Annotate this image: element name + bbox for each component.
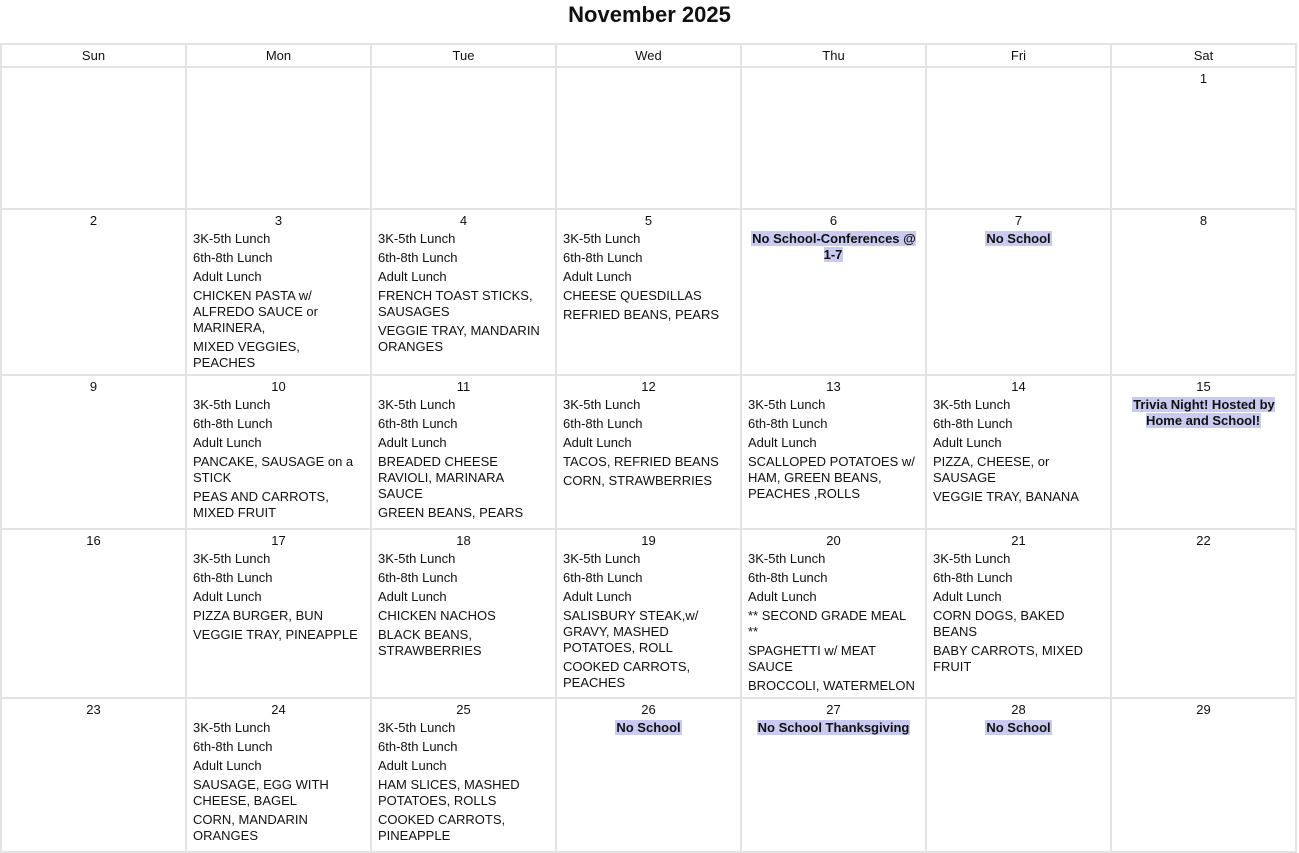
menu-item: Adult Lunch bbox=[563, 589, 632, 604]
month-grid bbox=[0, 43, 1297, 853]
event-chip[interactable] bbox=[748, 720, 919, 736]
day-cell[interactable] bbox=[741, 67, 926, 209]
menu-item: Adult Lunch bbox=[378, 435, 447, 450]
day-number: 29 bbox=[1196, 702, 1211, 717]
day-cell[interactable] bbox=[371, 375, 556, 529]
day-cell[interactable] bbox=[741, 698, 926, 852]
day-cell[interactable] bbox=[1111, 529, 1296, 698]
day-number: 13 bbox=[826, 379, 841, 394]
day-cell[interactable] bbox=[186, 375, 371, 529]
day-cell[interactable] bbox=[741, 209, 926, 375]
menu-item: CORN, MANDARIN ORANGES bbox=[193, 812, 308, 843]
menu-item: 6th-8th Lunch bbox=[378, 416, 458, 431]
event-label: No School bbox=[616, 720, 681, 735]
menu-item: 3K-5th Lunch bbox=[563, 397, 641, 412]
day-number: 24 bbox=[271, 702, 286, 717]
menu-item: 6th-8th Lunch bbox=[748, 416, 828, 431]
menu-item: Adult Lunch bbox=[748, 435, 817, 450]
day-number: 12 bbox=[641, 379, 656, 394]
event-chip[interactable] bbox=[748, 231, 919, 263]
week-row bbox=[1, 67, 1296, 209]
menu-item: Adult Lunch bbox=[193, 435, 262, 450]
menu-item: VEGGIE TRAY, PINEAPPLE bbox=[193, 627, 358, 642]
menu-item: BROCCOLI, WATERMELON bbox=[748, 678, 915, 693]
menu-item: SPAGHETTI w/ MEAT SAUCE bbox=[748, 643, 876, 674]
menu-item: 3K-5th Lunch bbox=[563, 231, 641, 246]
weekday-thu: Thu bbox=[741, 44, 926, 67]
menu-item: Adult Lunch bbox=[563, 435, 632, 450]
day-cell[interactable] bbox=[926, 698, 1111, 852]
menu-item: SCALLOPED POTATOES w/ HAM, GREEN BEANS, PEACHES ,ROLLS bbox=[748, 454, 915, 501]
event-chip[interactable] bbox=[933, 231, 1104, 247]
menu-item: Adult Lunch bbox=[748, 589, 817, 604]
menu-item: 6th-8th Lunch bbox=[378, 570, 458, 585]
day-number: 1 bbox=[1199, 71, 1208, 86]
day-cell[interactable] bbox=[556, 529, 741, 698]
menu-item: 6th-8th Lunch bbox=[748, 570, 828, 585]
day-cell[interactable] bbox=[1, 209, 186, 375]
menu-item: 3K-5th Lunch bbox=[193, 231, 271, 246]
menu-item: 6th-8th Lunch bbox=[563, 570, 643, 585]
menu-item: 6th-8th Lunch bbox=[563, 250, 643, 265]
day-cell[interactable] bbox=[556, 698, 741, 852]
menu-item: 6th-8th Lunch bbox=[193, 416, 273, 431]
menu-item: BLACK BEANS, STRAWBERRIES bbox=[378, 627, 482, 658]
menu-item: 3K-5th Lunch bbox=[378, 397, 456, 412]
day-number: 3 bbox=[274, 213, 283, 228]
day-number bbox=[8, 70, 179, 87]
menu-item: PIZZA BURGER, BUN bbox=[193, 608, 324, 623]
day-number: 4 bbox=[459, 213, 468, 228]
day-number bbox=[933, 70, 1104, 87]
menu-item: 3K-5th Lunch bbox=[378, 551, 456, 566]
menu-item: 3K-5th Lunch bbox=[193, 551, 271, 566]
menu-item: BABY CARROTS, MIXED FRUIT bbox=[933, 643, 1084, 674]
menu-item: 3K-5th Lunch bbox=[748, 397, 826, 412]
menu-item: ** SECOND GRADE MEAL ** bbox=[748, 608, 906, 639]
menu-item: HAM SLICES, MASHED POTATOES, ROLLS bbox=[378, 777, 520, 808]
day-number: 15 bbox=[1196, 379, 1211, 394]
day-cell[interactable] bbox=[926, 67, 1111, 209]
menu-item: VEGGIE TRAY, BANANA bbox=[933, 489, 1079, 504]
day-number: 7 bbox=[1014, 213, 1023, 228]
event-label: No School bbox=[986, 720, 1051, 735]
weekday-sat: Sat bbox=[1111, 44, 1296, 67]
day-number: 5 bbox=[644, 213, 653, 228]
menu-item: Adult Lunch bbox=[378, 758, 447, 773]
day-cell[interactable] bbox=[556, 67, 741, 209]
day-number: 21 bbox=[1011, 533, 1026, 548]
menu-item: CHICKEN NACHOS bbox=[378, 608, 496, 623]
day-number: 26 bbox=[641, 702, 656, 717]
day-cell[interactable] bbox=[741, 529, 926, 698]
menu-item: 6th-8th Lunch bbox=[378, 739, 458, 754]
day-number: 16 bbox=[86, 533, 101, 548]
menu-item: 3K-5th Lunch bbox=[933, 397, 1011, 412]
day-number bbox=[378, 70, 549, 87]
menu-item: Adult Lunch bbox=[933, 435, 1002, 450]
day-cell[interactable] bbox=[1111, 698, 1296, 852]
week-row bbox=[1, 529, 1296, 698]
weekday-mon: Mon bbox=[186, 44, 371, 67]
day-cell[interactable] bbox=[556, 209, 741, 375]
menu-item: REFRIED BEANS, PEARS bbox=[563, 307, 720, 322]
day-cell[interactable] bbox=[371, 529, 556, 698]
day-cell[interactable] bbox=[186, 209, 371, 375]
menu-item: TACOS, REFRIED BEANS bbox=[563, 454, 719, 469]
menu-item: COOKED CARROTS, PEACHES bbox=[563, 659, 691, 690]
menu-item: BREADED CHEESE RAVIOLI, MARINARA SAUCE bbox=[378, 454, 504, 501]
day-number bbox=[563, 70, 734, 87]
menu-item: 6th-8th Lunch bbox=[193, 739, 273, 754]
day-cell[interactable] bbox=[371, 209, 556, 375]
menu-item: 3K-5th Lunch bbox=[748, 551, 826, 566]
day-number: 22 bbox=[1196, 533, 1211, 548]
menu-item: CHEESE QUESDILLAS bbox=[563, 288, 702, 303]
day-cell[interactable] bbox=[926, 529, 1111, 698]
day-cell[interactable] bbox=[741, 375, 926, 529]
menu-item: GREEN BEANS, PEARS bbox=[378, 505, 524, 520]
menu-item: CHICKEN PASTA w/ ALFREDO SAUCE or MARINERA, bbox=[193, 288, 318, 335]
day-number bbox=[193, 70, 364, 87]
event-label: Trivia Night! Hosted by Home and School! bbox=[1133, 397, 1275, 428]
week-row bbox=[1, 698, 1296, 852]
menu-item: SALISBURY STEAK,w/ GRAVY, MASHED POTATOES, ROLL bbox=[563, 608, 699, 655]
menu-item: 3K-5th Lunch bbox=[378, 231, 456, 246]
day-cell[interactable] bbox=[186, 698, 371, 852]
day-cell[interactable] bbox=[186, 67, 371, 209]
weekday-header-row bbox=[1, 44, 1296, 67]
day-cell[interactable] bbox=[1, 698, 186, 852]
event-label: No School-Conferences @ 1-7 bbox=[752, 231, 916, 262]
weekday-wed: Wed bbox=[556, 44, 741, 67]
menu-item: Adult Lunch bbox=[378, 269, 447, 284]
day-cell[interactable] bbox=[926, 209, 1111, 375]
day-cell[interactable] bbox=[1111, 209, 1296, 375]
menu-item: 3K-5th Lunch bbox=[378, 720, 456, 735]
menu-item: FRENCH TOAST STICKS, SAUSAGES bbox=[378, 288, 533, 319]
day-cell[interactable] bbox=[556, 375, 741, 529]
day-number: 11 bbox=[456, 379, 471, 394]
menu-item: Adult Lunch bbox=[563, 269, 632, 284]
event-chip[interactable] bbox=[1118, 397, 1289, 429]
weekday-tue: Tue bbox=[371, 44, 556, 67]
day-number: 25 bbox=[456, 702, 471, 717]
day-number: 14 bbox=[1011, 379, 1026, 394]
menu-item: Adult Lunch bbox=[378, 589, 447, 604]
day-number: 19 bbox=[641, 533, 656, 548]
day-number: 23 bbox=[86, 702, 101, 717]
day-number: 18 bbox=[456, 533, 471, 548]
week-row bbox=[1, 375, 1296, 529]
event-chip[interactable] bbox=[563, 720, 734, 736]
day-number: 28 bbox=[1011, 702, 1026, 717]
menu-item: 3K-5th Lunch bbox=[193, 720, 271, 735]
menu-item: PANCAKE, SAUSAGE on a STICK bbox=[193, 454, 354, 485]
menu-item: CORN, STRAWBERRIES bbox=[563, 473, 713, 488]
menu-item: MIXED VEGGIES, PEACHES bbox=[193, 339, 300, 370]
day-cell[interactable] bbox=[371, 698, 556, 852]
menu-item: VEGGIE TRAY, MANDARIN ORANGES bbox=[378, 323, 540, 354]
day-number: 27 bbox=[826, 702, 841, 717]
weekday-sun: Sun bbox=[1, 44, 186, 67]
menu-item: PIZZA, CHEESE, or SAUSAGE bbox=[933, 454, 1050, 485]
day-cell[interactable] bbox=[1, 375, 186, 529]
menu-item: 3K-5th Lunch bbox=[563, 551, 641, 566]
day-cell[interactable] bbox=[1111, 375, 1296, 529]
weekday-fri: Fri bbox=[926, 44, 1111, 67]
menu-item: 6th-8th Lunch bbox=[378, 250, 458, 265]
menu-item: Adult Lunch bbox=[933, 589, 1002, 604]
menu-item: COOKED CARROTS, PINEAPPLE bbox=[378, 812, 506, 843]
day-cell[interactable] bbox=[926, 375, 1111, 529]
day-number: 20 bbox=[826, 533, 841, 548]
menu-item: 6th-8th Lunch bbox=[193, 250, 273, 265]
day-cell[interactable] bbox=[1, 67, 186, 209]
day-number: 6 bbox=[829, 213, 838, 228]
menu-item: 3K-5th Lunch bbox=[933, 551, 1011, 566]
day-cell[interactable] bbox=[1, 529, 186, 698]
calendar-title: November 2025 bbox=[568, 2, 731, 27]
menu-item: 6th-8th Lunch bbox=[193, 570, 273, 585]
day-number: 2 bbox=[89, 213, 98, 228]
menu-item: CORN DOGS, BAKED BEANS bbox=[933, 608, 1065, 639]
menu-item: 3K-5th Lunch bbox=[193, 397, 271, 412]
menu-item: Adult Lunch bbox=[193, 589, 262, 604]
week-row bbox=[1, 209, 1296, 375]
day-number: 10 bbox=[271, 379, 286, 394]
day-number: 8 bbox=[1199, 213, 1208, 228]
menu-item: Adult Lunch bbox=[193, 269, 262, 284]
day-number bbox=[748, 70, 919, 87]
day-number: 9 bbox=[89, 379, 98, 394]
menu-item: 6th-8th Lunch bbox=[933, 416, 1013, 431]
menu-item: 6th-8th Lunch bbox=[563, 416, 643, 431]
menu-item: PEAS AND CARROTS, MIXED FRUIT bbox=[193, 489, 329, 520]
menu-item: Adult Lunch bbox=[193, 758, 262, 773]
day-cell[interactable] bbox=[186, 529, 371, 698]
event-label: No School bbox=[986, 231, 1051, 246]
event-label: No School Thanksgiving bbox=[757, 720, 910, 735]
day-cell[interactable] bbox=[1111, 67, 1296, 209]
day-cell[interactable] bbox=[371, 67, 556, 209]
menu-item: SAUSAGE, EGG WITH CHEESE, BAGEL bbox=[193, 777, 329, 808]
event-chip[interactable] bbox=[933, 720, 1104, 736]
menu-item: 6th-8th Lunch bbox=[933, 570, 1013, 585]
day-number: 17 bbox=[271, 533, 286, 548]
